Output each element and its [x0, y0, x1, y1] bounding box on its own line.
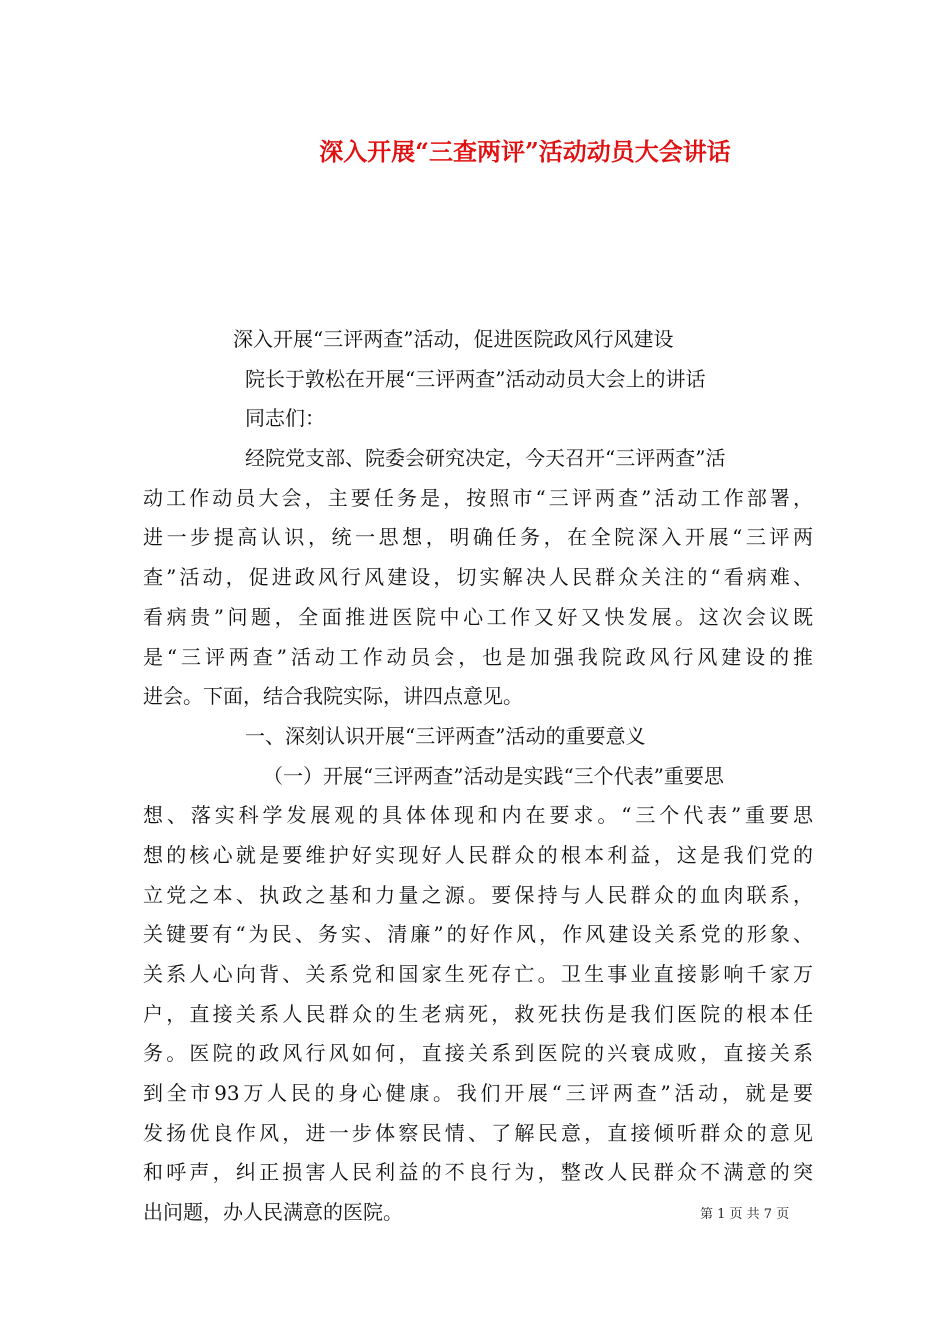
paragraph-line: 是“三评两查”活动工作动员会，也是加强我院政风行风建设的推 — [143, 644, 813, 669]
paragraph-line: 进一步提高认识，统一思想，明确任务，在全院深入开展“三评两 — [143, 525, 813, 550]
subtitle: 深入开展“三评两查”活动，促进医院政风行风建设 — [233, 327, 674, 351]
paragraph-line: 务。医院的政风行风如何，直接关系到医院的兴衰成败，直接关系 — [143, 1041, 813, 1066]
salutation: 同志们： — [245, 406, 325, 431]
paragraph-line: 发扬优良作风，进一步体察民情、了解民意，直接倾听群众的意见 — [143, 1120, 813, 1145]
document-body — [143, 320, 813, 1233]
paragraph-line: 想的核心就是要维护好实现好人民群众的根本利益，这是我们党的 — [143, 842, 813, 867]
page-number: 第 1 页 共 7 页 — [700, 1207, 790, 1222]
section-heading: 一、深刻认识开展“三评两查”活动的重要意义 — [245, 723, 646, 748]
paragraph-line: （一）开展“三评两查”活动是实践“三个代表”重要思 — [263, 763, 724, 788]
paragraph-line: 看病贵”问题，全面推进医院中心工作又好又快发展。这次会议既 — [143, 604, 813, 629]
paragraph-line: 动工作动员大会，主要任务是，按照市“三评两查”活动工作部署， — [143, 485, 813, 510]
speaker-line: 院长于敦松在开展“三评两查”活动动员大会上的讲话 — [245, 366, 706, 391]
paragraph-line: 关系人心向背、关系党和国家生死存亡。卫生事业直接影响千家万 — [143, 962, 813, 986]
paragraph-line: 立党之本、执政之基和力量之源。要保持与人民群众的血肉联系， — [143, 882, 813, 907]
paragraph-line: 户，直接关系人民群众的生老病死，救死扶伤是我们医院的根本任 — [143, 1001, 813, 1026]
paragraph-line: 查”活动，促进政风行风建设，切实解决人民群众关注的“看病难、 — [143, 565, 813, 590]
paragraph-line: 出问题，办人民满意的医院。 — [143, 1200, 403, 1225]
document-title: 深入开展“三查两评”活动动员大会讲话 — [319, 137, 731, 166]
paragraph-line: 经院党支部、院委会研究决定，今天召开“三评两查”活 — [245, 446, 726, 471]
paragraph-line: 到全市93万人民的身心健康。我们开展“三评两查”活动，就是要 — [143, 1081, 813, 1106]
paragraph-line: 和呼声，纠正损害人民利益的不良行为，整改人民群众不满意的突 — [143, 1160, 813, 1185]
paragraph-line: 想、落实科学发展观的具体体现和内在要求。“三个代表”重要思 — [143, 803, 813, 828]
paragraph-line: 关键要有“为民、务实、清廉”的好作风，作风建设关系党的形象、 — [143, 922, 813, 947]
paragraph-line: 进会。下面，结合我院实际，讲四点意见。 — [143, 684, 523, 709]
